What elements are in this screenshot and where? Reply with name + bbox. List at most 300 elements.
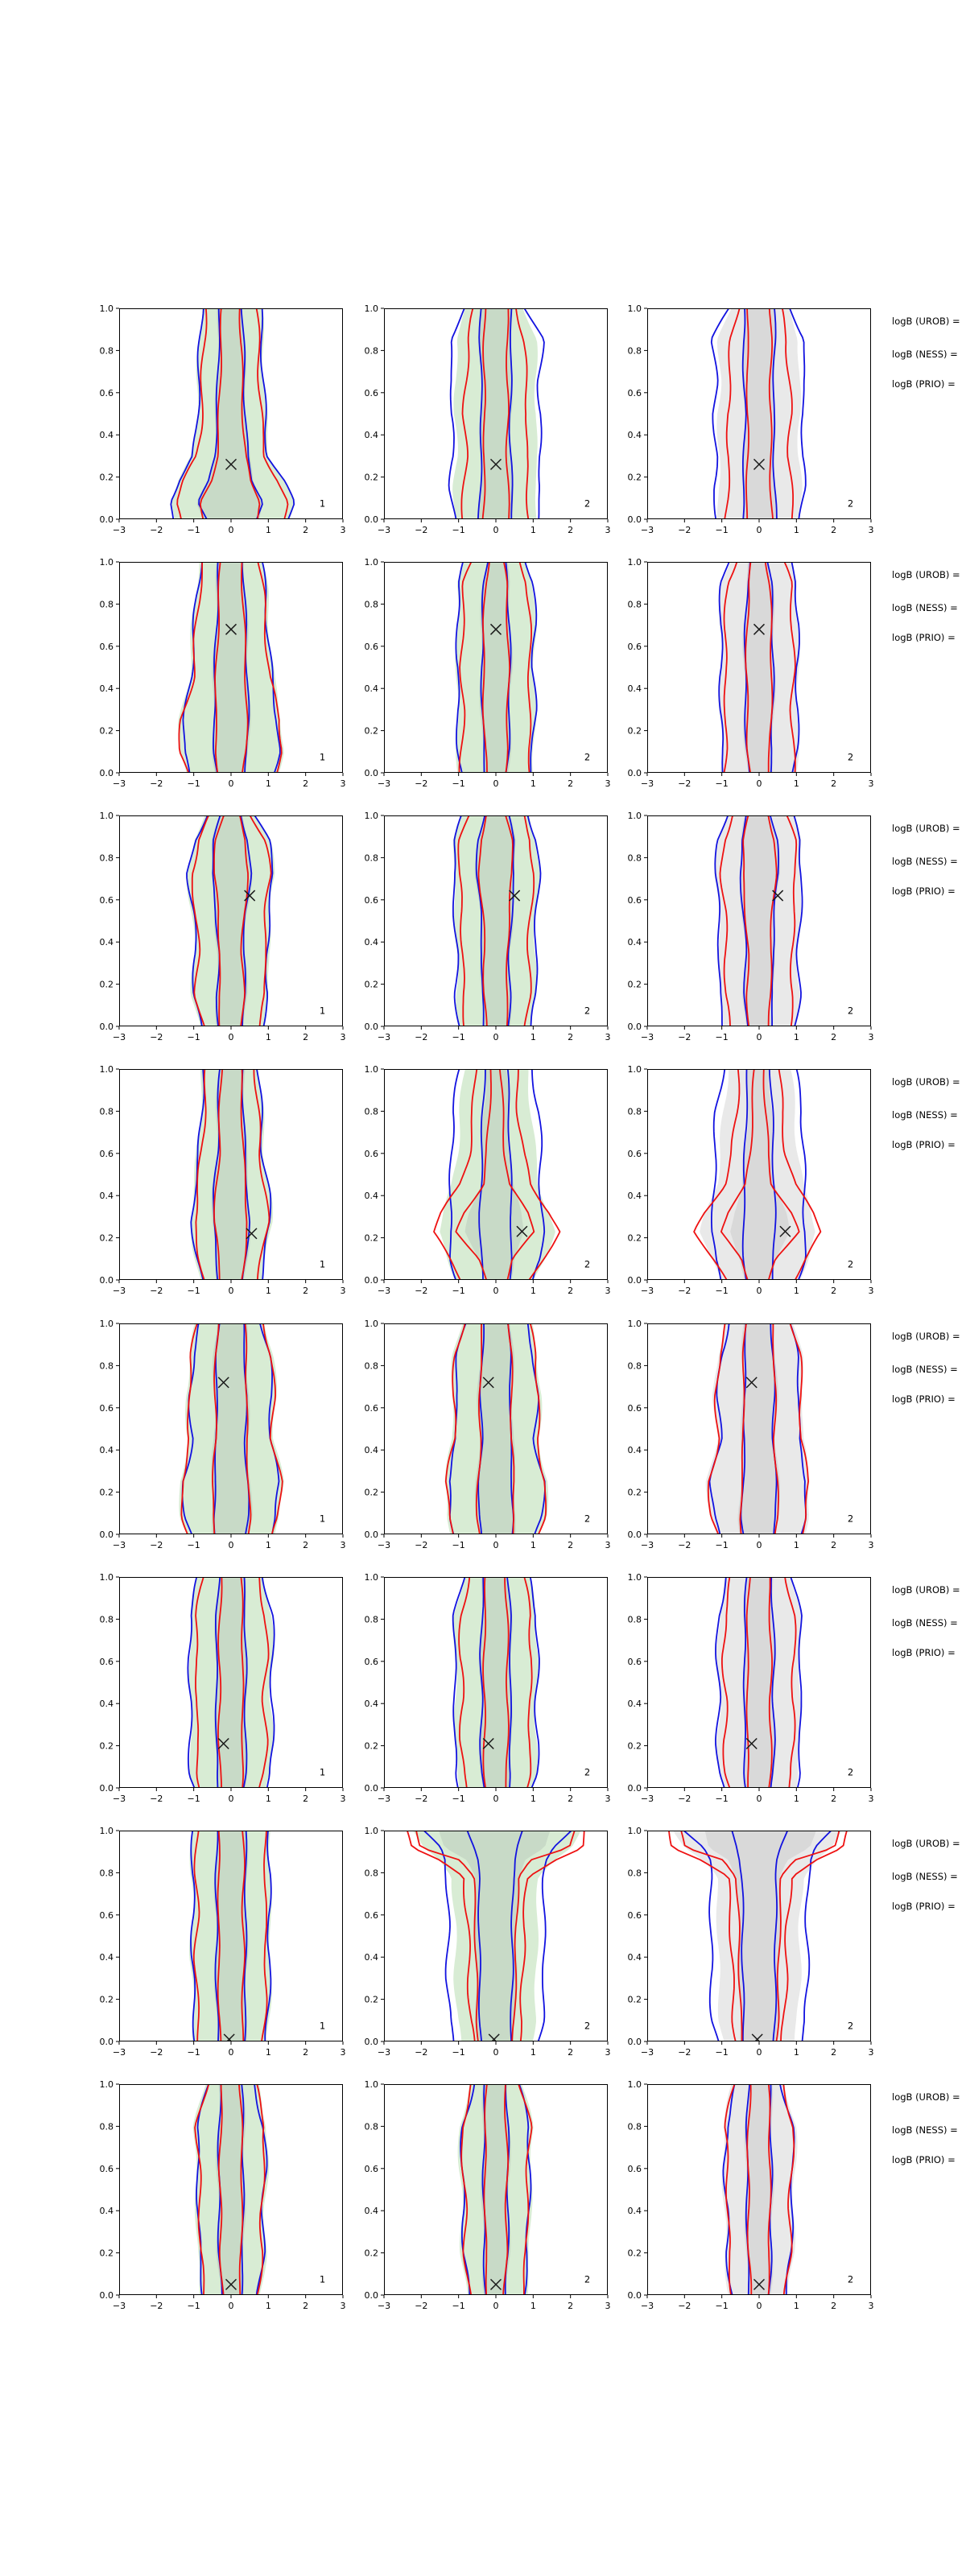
axes-frame	[385, 563, 608, 773]
contour-red-inner	[214, 1065, 247, 1284]
x-tick-label: −3	[112, 778, 126, 789]
fill-outer	[718, 558, 799, 777]
x-tick-label: 3	[340, 525, 346, 535]
x-tick-label: 3	[868, 1286, 874, 1296]
fill-outer	[187, 811, 275, 1030]
contour-area	[716, 1573, 802, 1792]
x-tick-label: −3	[640, 778, 654, 789]
corner-label: 1	[319, 1258, 326, 1270]
fill-inner	[479, 558, 513, 777]
y-tick-label: 0.6	[364, 2163, 378, 2174]
contour-red-inner	[680, 1827, 840, 2046]
y-tick-label: 1.0	[364, 2079, 378, 2090]
y-tick-label: 1.0	[364, 1319, 378, 1329]
y-tick-label: 0.0	[364, 514, 378, 525]
contour-red-inner	[484, 2080, 508, 2299]
x-tick-label: −2	[678, 525, 691, 535]
fill-outer	[722, 2080, 798, 2299]
logb-prio-label: logB (PRIO) =	[892, 1393, 956, 1405]
x-tick-label: 2	[303, 525, 309, 535]
y-tick-label: 0.2	[364, 2248, 378, 2259]
y-tick-label: 0.2	[99, 979, 114, 990]
y-tick-label: 0.4	[99, 1699, 114, 1710]
y-tick-label: 0.8	[99, 599, 114, 610]
x-tick-label: 2	[568, 1032, 574, 1042]
contour-red-outer	[192, 811, 271, 1030]
true-value-marker	[226, 459, 237, 469]
contour-red-inner	[721, 1065, 799, 1284]
contour-red-outer	[722, 1573, 796, 1792]
axes-frame	[385, 816, 608, 1026]
contour-blue-inner	[745, 558, 774, 777]
contour-blue-outer	[188, 1573, 274, 1792]
subplot-r8-c3	[599, 2074, 881, 2319]
fill-outer	[440, 1065, 555, 1284]
y-tick-label: 1.0	[627, 303, 642, 314]
x-tick-label: −3	[112, 1540, 126, 1550]
logb-ness-label: logB (NESS) =	[892, 1871, 958, 1882]
contour-area	[722, 2080, 798, 2299]
x-tick-label: 2	[303, 778, 309, 789]
x-tick-label: 1	[265, 778, 271, 789]
subplot-r2-c2	[336, 552, 617, 797]
y-tick-label: 0.6	[364, 1909, 378, 1921]
x-tick-label: 0	[493, 525, 499, 535]
y-tick-label: 0.2	[99, 1740, 114, 1752]
contour-red-inner	[477, 1319, 514, 1538]
y-tick-label: 1.0	[627, 557, 642, 568]
y-tick-label: 0.0	[99, 2290, 114, 2301]
y-tick-label: 0.6	[364, 894, 378, 906]
fill-inner	[477, 304, 514, 523]
corner-label: 2	[847, 1766, 854, 1778]
corner-label: 2	[847, 1513, 854, 1525]
x-tick-label: 2	[831, 2047, 837, 2058]
fill-inner	[744, 2080, 774, 2299]
x-tick-label: −3	[112, 525, 126, 535]
y-tick-label: 0.0	[99, 2037, 114, 2047]
fill-outer	[458, 2080, 534, 2299]
x-tick-label: 1	[265, 525, 271, 535]
contour-red-outer	[459, 1573, 532, 1792]
true-value-marker	[754, 459, 765, 469]
y-tick-label: 0.4	[364, 1952, 378, 1963]
contour-red-inner	[218, 1573, 244, 1792]
fill-outer	[189, 1827, 272, 2046]
x-tick-label: 3	[605, 1794, 611, 1804]
x-tick-label: 1	[793, 778, 799, 789]
subplot-r1-c2	[336, 299, 617, 543]
x-tick-label: 1	[530, 778, 536, 789]
corner-label: 1	[319, 2273, 326, 2285]
y-tick-label: 0.4	[99, 1445, 114, 1456]
y-tick-label: 0.8	[364, 2121, 378, 2132]
axes-frame	[120, 309, 343, 519]
x-tick-label: −3	[377, 1540, 391, 1550]
x-tick-label: −3	[377, 1286, 391, 1296]
axes-frame	[120, 1324, 343, 1534]
y-tick-label: 0.0	[364, 1783, 378, 1794]
x-tick-label: 2	[831, 525, 837, 535]
y-tick-label: 0.2	[364, 1994, 378, 2005]
contour-blue-inner	[746, 2080, 773, 2299]
x-tick-label: −1	[452, 2047, 465, 2058]
axes-frame	[120, 1070, 343, 1280]
true-value-marker	[226, 2279, 237, 2289]
y-tick-label: 0.4	[627, 1191, 642, 1202]
axes-frame	[120, 2085, 343, 2295]
y-tick-label: 0.4	[99, 937, 114, 948]
x-tick-label: −2	[678, 2047, 691, 2058]
y-tick-label: 0.8	[627, 1868, 642, 1879]
contour-blue-inner	[213, 811, 251, 1030]
y-tick-label: 0.4	[99, 2206, 114, 2217]
y-tick-label: 0.0	[99, 1022, 114, 1032]
y-tick-label: 0.6	[99, 1656, 114, 1667]
y-tick-label: 0.8	[364, 1360, 378, 1372]
true-value-marker	[483, 1377, 493, 1388]
x-tick-label: −1	[715, 2301, 729, 2311]
subplot-r6-c1	[71, 1567, 353, 1812]
contour-blue-outer	[187, 811, 273, 1030]
y-tick-label: 0.6	[627, 641, 642, 652]
y-tick-label: 0.8	[364, 345, 378, 357]
x-tick-label: −1	[187, 1794, 200, 1804]
x-tick-label: 3	[868, 1794, 874, 1804]
axes-frame	[385, 1324, 608, 1534]
x-tick-label: −3	[640, 1794, 654, 1804]
fill-inner	[479, 1573, 513, 1792]
x-tick-label: −3	[112, 2047, 126, 2058]
contour-red-inner	[747, 2080, 771, 2299]
corner-label: 2	[847, 497, 854, 510]
contour-blue-outer	[453, 1573, 539, 1792]
contour-red-inner	[743, 811, 777, 1030]
y-tick-label: 0.2	[99, 1487, 114, 1498]
corner-label: 2	[847, 2273, 854, 2285]
contour-red-outer	[708, 1319, 808, 1538]
contour-red-inner	[483, 558, 510, 777]
contour-blue-inner	[214, 1319, 250, 1538]
contour-blue-inner	[478, 1319, 514, 1538]
fill-outer	[171, 304, 294, 523]
true-value-marker	[226, 624, 237, 634]
x-tick-label: −2	[150, 2047, 163, 2058]
y-tick-label: 1.0	[627, 1064, 642, 1075]
x-tick-label: 0	[228, 525, 234, 535]
logb-prio-label: logB (PRIO) =	[892, 2154, 956, 2165]
x-tick-label: 3	[605, 778, 611, 789]
corner-label: 2	[584, 2273, 591, 2285]
contour-blue-outer	[712, 304, 806, 523]
x-tick-label: 0	[493, 1032, 499, 1042]
x-tick-label: −2	[150, 1286, 163, 1296]
subplot-r6-c2	[336, 1567, 617, 1812]
corner-label: 2	[847, 751, 854, 763]
x-tick-label: −3	[112, 1286, 126, 1296]
subplot-r4-c1	[71, 1059, 353, 1304]
corner-label: 1	[319, 1766, 326, 1778]
contour-blue-inner	[480, 1573, 511, 1792]
true-value-marker	[517, 1226, 527, 1236]
fill-outer	[445, 1319, 549, 1538]
x-tick-label: −2	[415, 2047, 428, 2058]
y-tick-label: 0.6	[364, 387, 378, 398]
x-tick-label: −1	[452, 1286, 465, 1296]
y-tick-label: 0.8	[364, 1614, 378, 1625]
contour-area	[694, 1065, 820, 1284]
x-tick-label: −3	[640, 1032, 654, 1042]
x-tick-label: 3	[868, 778, 874, 789]
fill-inner	[704, 1827, 817, 2046]
subplot-r3-c1	[71, 806, 353, 1051]
contour-blue-inner	[741, 811, 778, 1030]
logb-prio-label: logB (PRIO) =	[892, 1647, 956, 1658]
logb-ness-label: logB (NESS) =	[892, 1617, 958, 1629]
x-tick-label: 2	[568, 525, 574, 535]
fill-outer	[455, 558, 537, 777]
corner-label: 2	[847, 2020, 854, 2032]
y-tick-label: 0.2	[364, 472, 378, 483]
y-tick-label: 1.0	[627, 811, 642, 821]
contour-red-outer	[406, 1827, 584, 2046]
x-tick-label: −1	[452, 778, 465, 789]
y-tick-label: 0.2	[627, 2248, 642, 2259]
contour-area	[455, 558, 537, 777]
contour-blue-inner	[743, 304, 777, 523]
y-tick-label: 0.6	[99, 387, 114, 398]
x-tick-label: 2	[303, 2301, 309, 2311]
x-tick-label: 2	[568, 1286, 574, 1296]
axes-frame	[120, 816, 343, 1026]
subplot-r3-c2	[336, 806, 617, 1051]
y-tick-label: 0.2	[99, 472, 114, 483]
y-tick-label: 0.0	[99, 514, 114, 525]
y-tick-label: 0.8	[627, 345, 642, 357]
y-tick-label: 0.0	[364, 2290, 378, 2301]
corner-label: 2	[584, 1513, 591, 1525]
y-tick-label: 0.2	[627, 1994, 642, 2005]
true-value-marker	[746, 1738, 757, 1748]
y-tick-label: 1.0	[627, 1826, 642, 1836]
contour-blue-inner	[479, 1065, 512, 1284]
y-tick-label: 0.4	[627, 1445, 642, 1456]
y-tick-label: 0.0	[364, 1022, 378, 1032]
contour-red-inner	[456, 1065, 534, 1284]
x-tick-label: 1	[793, 1794, 799, 1804]
contour-area	[714, 811, 802, 1030]
y-tick-label: 0.4	[99, 1191, 114, 1202]
contour-red-outer	[177, 304, 287, 523]
y-tick-label: 0.8	[99, 345, 114, 357]
x-tick-label: 1	[793, 1286, 799, 1296]
contour-blue-outer	[183, 558, 280, 777]
y-tick-label: 0.6	[364, 1148, 378, 1159]
y-tick-label: 1.0	[99, 811, 114, 821]
y-tick-label: 0.8	[627, 852, 642, 864]
x-tick-label: −2	[415, 1032, 428, 1042]
x-tick-label: −3	[640, 1540, 654, 1550]
contour-area	[188, 1573, 274, 1792]
y-tick-label: 0.4	[99, 683, 114, 695]
subplot-r5-c2	[336, 1314, 617, 1558]
contour-blue-outer	[449, 304, 544, 523]
fill-outer	[671, 1827, 844, 2046]
fill-inner	[216, 2080, 246, 2299]
x-tick-label: −1	[187, 1286, 200, 1296]
y-tick-label: 0.4	[627, 430, 642, 441]
contour-blue-outer	[419, 1827, 576, 2046]
x-tick-label: −2	[678, 1794, 691, 1804]
y-tick-label: 0.2	[99, 725, 114, 737]
logb-urob-label: logB (UROB) =	[892, 2091, 960, 2103]
contour-red-outer	[460, 558, 532, 777]
x-tick-label: −1	[715, 1032, 729, 1042]
contour-red-inner	[218, 1827, 246, 2046]
contour-red-outer	[196, 1065, 269, 1284]
fill-inner	[214, 1573, 248, 1792]
x-tick-label: −2	[150, 525, 163, 535]
axes-frame	[385, 1831, 608, 2041]
x-tick-label: 2	[568, 778, 574, 789]
x-tick-label: 3	[605, 2047, 611, 2058]
y-tick-label: 0.8	[364, 1106, 378, 1117]
x-tick-label: 2	[568, 2301, 574, 2311]
corner-label: 1	[319, 497, 326, 510]
contour-red-inner	[415, 1827, 576, 2046]
y-tick-label: 0.6	[627, 1402, 642, 1414]
x-tick-label: 3	[340, 2047, 346, 2058]
y-tick-label: 0.2	[627, 979, 642, 990]
axes-frame	[120, 1578, 343, 1788]
y-tick-label: 0.0	[99, 1783, 114, 1794]
x-tick-label: −2	[678, 1032, 691, 1042]
x-tick-label: 1	[530, 1794, 536, 1804]
true-value-marker	[218, 1738, 229, 1748]
x-tick-label: −2	[678, 2301, 691, 2311]
x-tick-label: −1	[715, 1540, 729, 1550]
y-tick-label: 0.2	[99, 1232, 114, 1244]
corner-label: 2	[847, 1005, 854, 1017]
contour-area	[706, 1319, 810, 1538]
x-tick-label: −2	[150, 1540, 163, 1550]
fill-inner	[742, 558, 776, 777]
y-tick-label: 0.4	[627, 2206, 642, 2217]
contour-red-outer	[725, 2080, 795, 2299]
axes-frame	[648, 1324, 871, 1534]
x-tick-label: 3	[340, 2301, 346, 2311]
contour-area	[449, 304, 544, 523]
logb-urob-label: logB (UROB) =	[892, 316, 960, 327]
x-tick-label: −3	[377, 2047, 391, 2058]
y-tick-label: 0.2	[627, 1232, 642, 1244]
contour-blue-inner	[483, 2080, 510, 2299]
y-tick-label: 1.0	[627, 1319, 642, 1329]
logb-urob-label: logB (UROB) =	[892, 823, 960, 834]
logb-prio-label: logB (PRIO) =	[892, 1139, 956, 1150]
logb-urob-label: logB (UROB) =	[892, 1584, 960, 1596]
fill-inner	[738, 1319, 781, 1538]
fill-inner	[211, 1065, 250, 1284]
axes-frame	[648, 1578, 871, 1788]
x-tick-label: 3	[868, 2301, 874, 2311]
x-tick-label: 0	[493, 2047, 499, 2058]
axes-frame	[648, 309, 871, 519]
true-value-marker	[491, 2279, 502, 2289]
y-tick-label: 0.8	[99, 1106, 114, 1117]
x-tick-label: −3	[640, 2047, 654, 2058]
x-tick-label: −1	[452, 1032, 465, 1042]
x-tick-label: 1	[265, 1286, 271, 1296]
axes-frame	[385, 309, 608, 519]
corner-label: 1	[319, 2020, 326, 2032]
y-tick-label: 1.0	[99, 1319, 114, 1329]
y-tick-label: 0.0	[364, 1275, 378, 1286]
x-tick-label: 1	[793, 1540, 799, 1550]
x-tick-label: 0	[756, 1794, 762, 1804]
x-tick-label: −3	[377, 1032, 391, 1042]
x-tick-label: 2	[568, 1794, 574, 1804]
y-tick-label: 1.0	[364, 557, 378, 568]
x-tick-label: 3	[340, 1540, 346, 1550]
contour-blue-inner	[199, 304, 262, 523]
x-tick-label: −2	[678, 1286, 691, 1296]
x-tick-label: −1	[187, 525, 200, 535]
x-tick-label: 1	[793, 2301, 799, 2311]
x-tick-label: 1	[265, 1032, 271, 1042]
subplot-r4-c2	[336, 1059, 617, 1304]
fill-inner	[475, 1319, 516, 1538]
contour-blue-outer	[183, 1319, 279, 1538]
y-tick-label: 0.6	[99, 1148, 114, 1159]
x-tick-label: 3	[868, 1540, 874, 1550]
logb-ness-label: logB (NESS) =	[892, 1109, 958, 1121]
x-tick-label: −1	[452, 1794, 465, 1804]
fill-inner	[465, 1065, 524, 1284]
x-tick-label: −1	[452, 2301, 465, 2311]
y-tick-label: 0.6	[627, 894, 642, 906]
x-tick-label: 1	[530, 2047, 536, 2058]
axes-frame	[648, 816, 871, 1026]
contour-red-inner	[740, 1319, 778, 1538]
x-tick-label: −2	[150, 2301, 163, 2311]
contour-blue-inner	[466, 1827, 524, 2046]
true-value-marker	[491, 459, 502, 469]
x-tick-label: −1	[187, 778, 200, 789]
x-tick-label: 0	[756, 2301, 762, 2311]
contour-blue-inner	[216, 1573, 247, 1792]
y-tick-label: 0.0	[627, 1783, 642, 1794]
true-value-marker	[224, 2034, 234, 2045]
y-tick-label: 1.0	[364, 1572, 378, 1583]
y-tick-label: 0.6	[364, 1656, 378, 1667]
subplot-r5-c1	[71, 1314, 353, 1558]
contour-red-outer	[446, 1319, 546, 1538]
x-tick-label: −1	[187, 1032, 200, 1042]
y-tick-label: 1.0	[99, 1064, 114, 1075]
contour-blue-outer	[719, 558, 799, 777]
y-tick-label: 0.4	[364, 683, 378, 695]
x-tick-label: −2	[678, 1540, 691, 1550]
contour-blue-outer	[716, 1573, 802, 1792]
x-tick-label: −1	[715, 525, 729, 535]
y-tick-label: 0.0	[99, 1530, 114, 1540]
true-value-marker	[754, 624, 765, 634]
fill-inner	[197, 304, 263, 523]
fill-outer	[191, 1065, 273, 1284]
corner-label: 2	[584, 2020, 591, 2032]
fill-inner	[438, 1827, 552, 2046]
